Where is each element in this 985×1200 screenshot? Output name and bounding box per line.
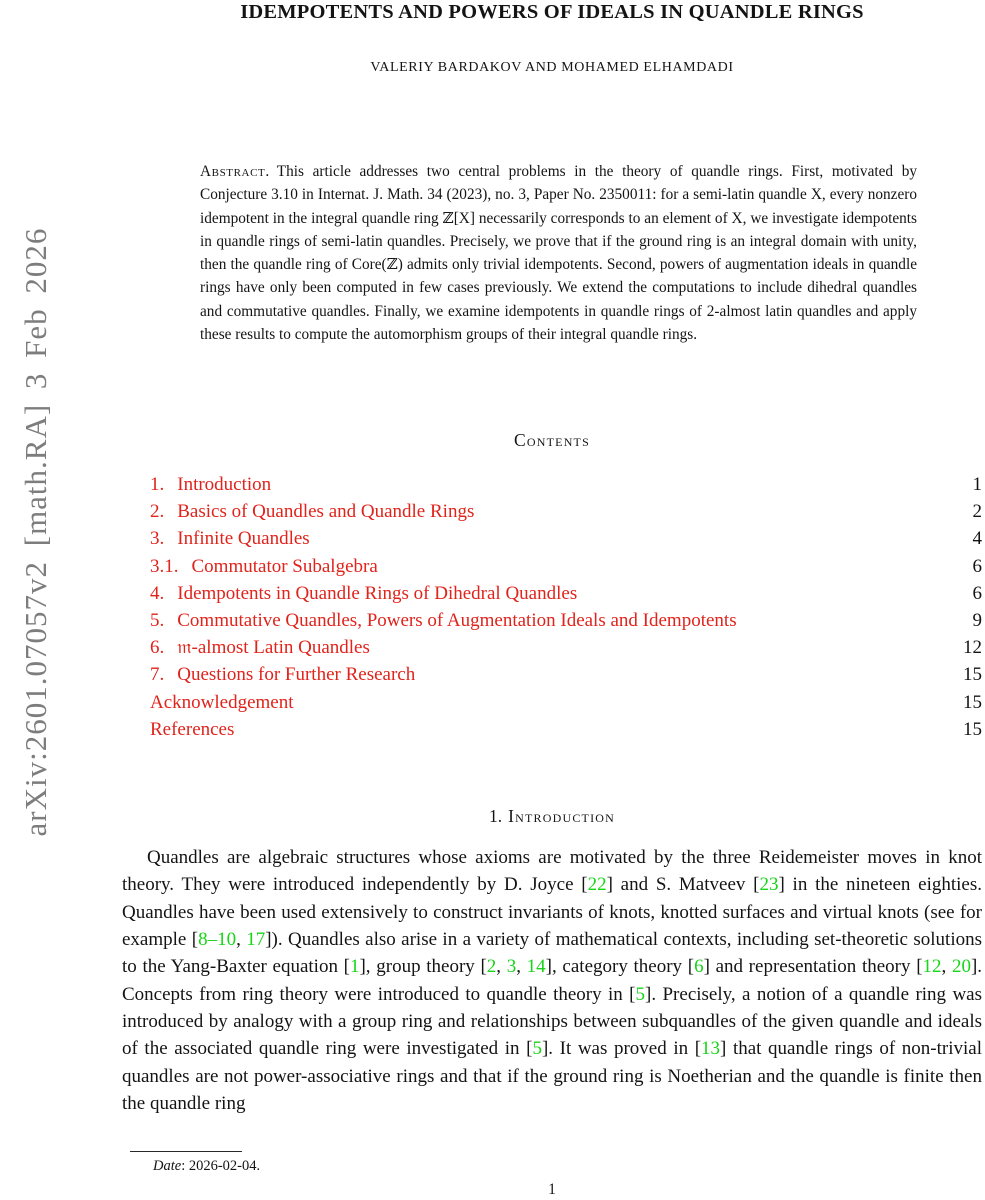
toc-entry-number[interactable]: 3.1. — [150, 555, 179, 577]
paragraph-text: Quandles are algebraic structures whose axioms are motivated by the three Reidemeister moves in knot theory. They were introduced independently by D. Joyce [ — [122, 847, 982, 896]
toc-entry-page: 1 — [972, 474, 982, 495]
paragraph-text: , — [941, 956, 952, 978]
toc-entry-link[interactable]: Commutator Subalgebra — [191, 555, 378, 577]
citation-link[interactable]: 22 — [587, 874, 607, 896]
citation-link[interactable]: 13 — [701, 1038, 721, 1060]
section-heading-introduction — [122, 806, 982, 827]
citation-link[interactable]: 3 — [506, 956, 517, 978]
toc-entry-page: 2 — [972, 501, 982, 523]
toc-entry-link[interactable]: 𝔪-almost Latin Quandles — [177, 637, 370, 659]
toc-entry-questions — [150, 661, 982, 688]
citation-link[interactable]: 1 — [349, 956, 360, 978]
toc-entry-references — [150, 716, 982, 743]
toc-entry-page: 15 — [963, 664, 982, 686]
paragraph-text: ], category theory [ — [545, 956, 695, 978]
toc-entry-link[interactable]: Basics of Quandles and Quandle Rings — [177, 501, 475, 523]
toc-entry-page: 15 — [963, 718, 982, 740]
contents-heading: Contents — [514, 430, 590, 450]
paragraph-text: ]. Concepts from ring theory were introduced to quandle theory in [ — [122, 956, 983, 1005]
abstract-block — [200, 160, 917, 346]
page-number: 1 — [548, 1181, 556, 1198]
toc-entry-link[interactable]: Infinite Quandles — [177, 528, 310, 550]
paragraph-text: ]. Precisely, a notion of a quandle ring was introduced by analogy with a group ring and relationships between subquandles of the given quandle and ideals of the associated quandle ring were investigated in [ — [122, 983, 982, 1060]
toc-entry-infinite-quandles — [150, 525, 982, 552]
citation-link[interactable]: 8–10 — [198, 929, 237, 951]
toc-entry-page: 15 — [963, 691, 982, 713]
paragraph-text: , — [516, 956, 527, 978]
citation-link[interactable]: 14 — [526, 956, 546, 978]
paragraph-text: ] in the nineteen eighties. Quandles have been used extensively to construct invariants of knots, knotted surfaces and virtual knots (see for example [ — [122, 874, 982, 951]
section-number: 1. — [488, 806, 503, 826]
paragraph-text: ]). Quandles also arise in a variety of mathematical contexts, including set-theoretic solutions to the Yang-Baxter equation [ — [122, 929, 983, 978]
date-value: : 2026-02-04. — [181, 1158, 261, 1174]
citation-link[interactable]: 5 — [532, 1038, 542, 1060]
paper-authors: VALERIY BARDAKOV AND MOHAMED ELHAMDADI — [370, 60, 734, 75]
toc-entry-link[interactable]: Idempotents in Quandle Rings of Dihedral Quandles — [177, 582, 578, 604]
citation-link[interactable]: 6 — [694, 956, 704, 978]
paragraph-text: ] and S. Matveev [ — [606, 874, 760, 896]
section-title: Introduction — [508, 806, 615, 826]
paragraph-text: , — [496, 956, 507, 978]
toc-entry-page: 6 — [972, 555, 982, 577]
toc-entry-number[interactable]: 5. — [150, 610, 165, 632]
toc-entry-introduction — [150, 471, 982, 498]
abstract-label: Abstract. — [200, 163, 270, 180]
toc-entry-page: 4 — [972, 528, 982, 550]
paragraph-text: , — [236, 929, 247, 951]
citation-link[interactable]: 5 — [635, 983, 646, 1005]
toc-entry-link[interactable]: Questions for Further Research — [177, 664, 416, 686]
paragraph-text: ] that quandle rings of non-trivial quandles are not power-associative rings and that if the ground ring is Noetherian and the quandle is finite then the quandle ring — [122, 1038, 982, 1115]
toc-entry-idempotents-dihedral — [150, 580, 982, 607]
abstract-text: This article addresses two central problems in the theory of quandle rings. First, motivated by Conjecture 3.10 in Internat. J. Math. 34 (2023), no. 3, Paper No. 2350011: for a semi-latin quandle X, every nonzero idempotent in the integral quandle ring ℤ[X] necessarily corresponds to an element of X, we investigate idempotents in quandle rings of semi-latin quandles. Precisely, we prove that if the ground ring is an integral domain with unity, then the quandle ring of Core(ℤ) admits only trivial idempotents. Second, powers of augmentation ideals in quandle rings have only been computed in few cases previously. We extend the computations to include dihedral quandles and commutative quandles. Finally, we examine idempotents in quandle rings of 2-almost latin quandles and apply these results to compute the automorphism groups of their integral quandle rings. — [200, 163, 917, 343]
paragraph-text: ] and representation theory [ — [703, 956, 923, 978]
toc-entry-number[interactable]: 2. — [150, 501, 165, 523]
arxiv-watermark: arXiv:2601.07057v2 [math.RA] 3 Feb 2026 — [18, 227, 53, 837]
toc-entry-link[interactable]: Acknowledgement — [150, 691, 294, 713]
table-of-contents — [150, 471, 982, 743]
paragraph-text: ]. It was proved in [ — [541, 1038, 702, 1060]
toc-entry-page: 9 — [972, 610, 982, 632]
citation-link[interactable]: 20 — [951, 956, 971, 978]
toc-entry-link[interactable]: Commutative Quandles, Powers of Augmentation Ideals and Idempotents — [177, 610, 737, 632]
toc-entry-number[interactable]: 1. — [150, 474, 165, 495]
paragraph-text: ], group theory [ — [359, 956, 487, 978]
date-footnote — [153, 1158, 260, 1175]
citation-link[interactable]: 2 — [486, 956, 497, 978]
toc-entry-m-almost-latin — [150, 634, 982, 661]
toc-entry-link[interactable]: References — [150, 718, 235, 740]
toc-entry-number[interactable]: 3. — [150, 528, 165, 550]
toc-entry-page: 6 — [972, 582, 982, 604]
citation-link[interactable]: 12 — [922, 956, 942, 978]
toc-entry-number[interactable]: 4. — [150, 582, 165, 604]
toc-entry-acknowledgement — [150, 689, 982, 716]
date-label: Date — [153, 1158, 182, 1174]
toc-entry-commutative-quandles — [150, 607, 982, 634]
toc-entry-commutator-subalgebra — [150, 553, 982, 580]
toc-entry-basics — [150, 498, 982, 525]
footnote-rule — [130, 1151, 242, 1152]
citation-link[interactable]: 17 — [246, 929, 266, 951]
paper-title: IDEMPOTENTS AND POWERS OF IDEALS IN QUANDLE RINGS — [240, 1, 864, 23]
toc-entry-page: 12 — [963, 637, 982, 659]
introduction-paragraph — [122, 844, 982, 1117]
toc-entry-number[interactable]: 7. — [150, 664, 165, 686]
citation-link[interactable]: 23 — [759, 874, 779, 896]
toc-entry-link[interactable]: Introduction — [177, 474, 272, 495]
toc-entry-number[interactable]: 6. — [150, 637, 165, 659]
